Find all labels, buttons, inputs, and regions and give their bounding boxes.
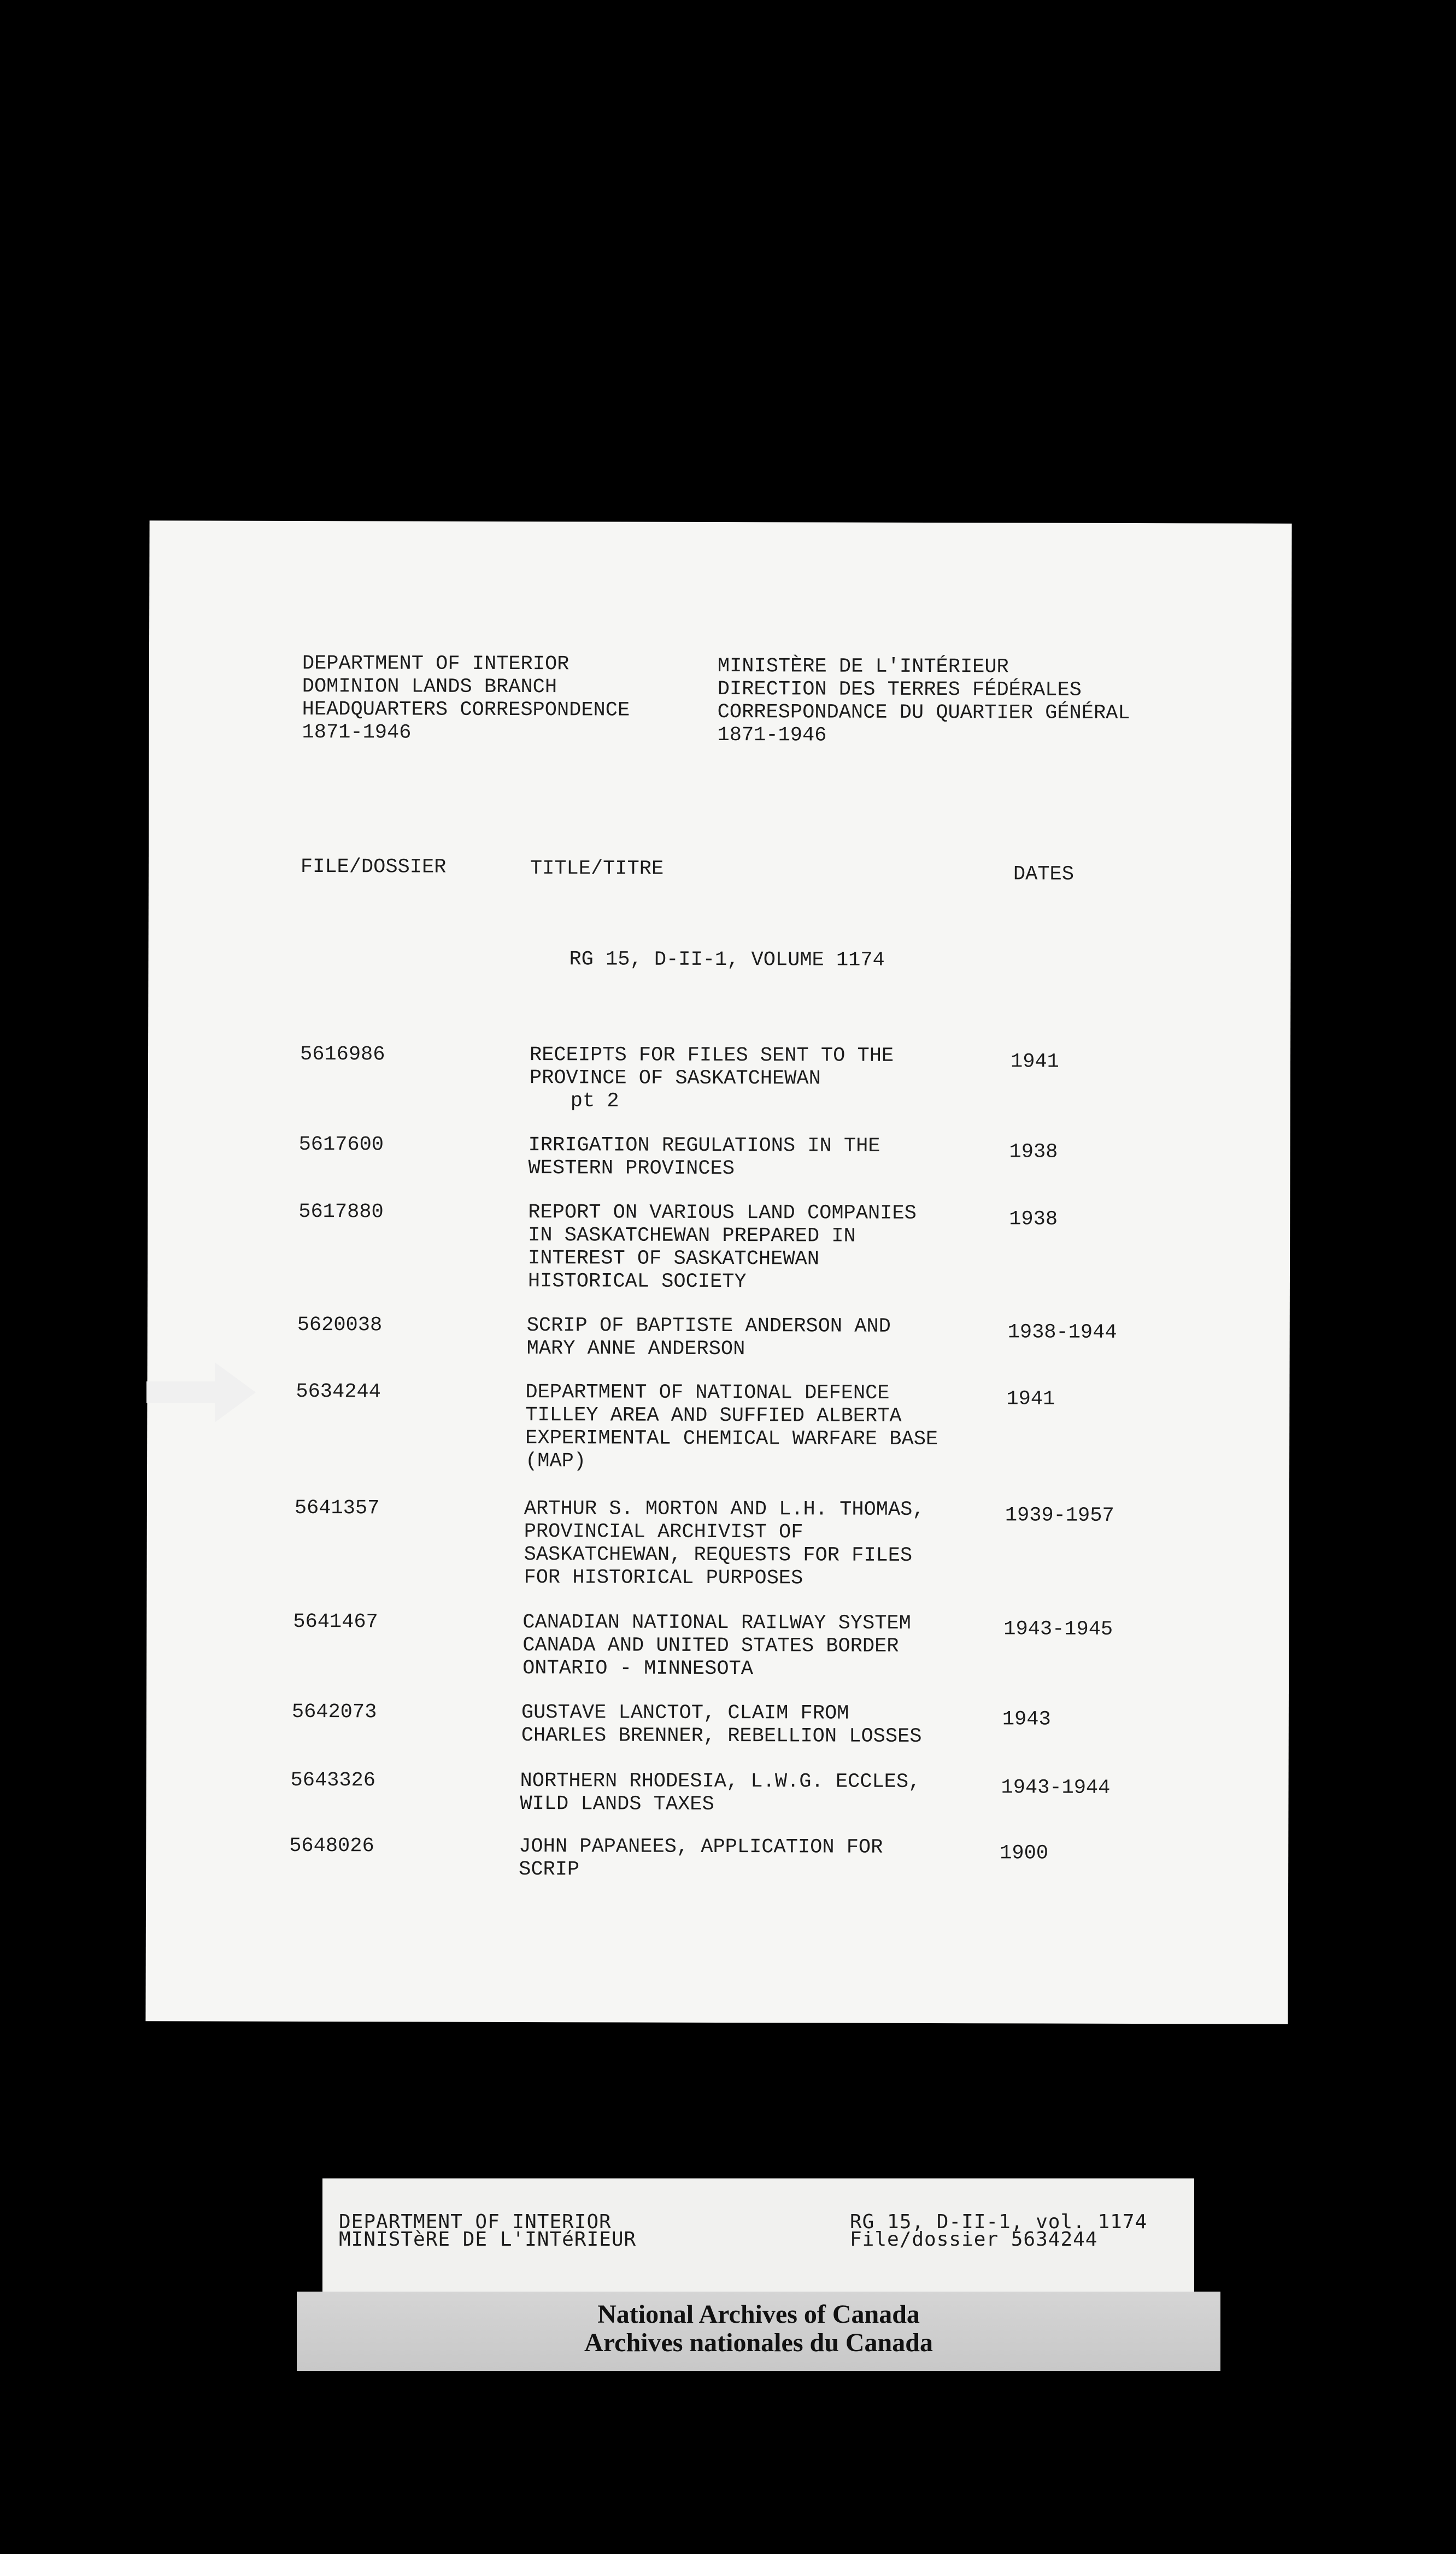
file-title: REPORT ON VARIOUS LAND COMPANIES IN SASKATCHEWAN PREPARED IN INTEREST OF SASKATCHEWAN HISTORICAL SOCIETY	[527, 1201, 917, 1294]
document-page	[145, 520, 1291, 2024]
arrow-pointer-icon	[146, 1362, 256, 1422]
file-title: JOHN PAPANEES, APPLICATION FOR SCRIP	[519, 1835, 883, 1882]
header-left-line: DOMINION LANDS BRANCH	[302, 675, 557, 699]
banner-line-english: National Archives of Canada	[597, 2300, 920, 2329]
reference-slip	[322, 2178, 1194, 2293]
slip-reference	[850, 2211, 1148, 2251]
archives-banner	[297, 2292, 1220, 2371]
file-number: 5641467	[293, 1610, 378, 1634]
column-header-title: TITLE/TITRE	[530, 857, 664, 881]
banner-line-french: Archives nationales du Canada	[584, 2328, 933, 2357]
file-dates: 1900	[1000, 1842, 1049, 1865]
file-title: DEPARTMENT OF NATIONAL DEFENCE TILLEY AREA AND SUFFIED ALBERTA EXPERIMENTAL CHEMICAL WARFARE BASE (MAP)	[525, 1381, 938, 1473]
header-right-line: 1871-1946	[717, 723, 827, 747]
column-header-file: FILE/DOSSIER	[300, 855, 447, 879]
file-dates: 1938-1944	[1007, 1321, 1117, 1344]
slip-line: MINISTèRE DE L'INTéRIEUR	[339, 2228, 637, 2251]
volume-reference: RG 15, D-II-1, VOLUME 1174	[569, 948, 885, 972]
header-left-line: 1871-1946	[302, 721, 412, 745]
file-dates: 1938	[1009, 1208, 1058, 1231]
file-title-part: pt 2	[570, 1089, 619, 1113]
file-number: 5634244	[296, 1380, 381, 1404]
file-number: 5617880	[298, 1200, 384, 1224]
file-dates: 1939-1957	[1005, 1504, 1114, 1527]
file-dates: 1941	[1006, 1387, 1055, 1411]
file-number: 5648026	[289, 1834, 374, 1858]
file-dates: 1943-1944	[1001, 1776, 1111, 1800]
file-number: 5620038	[297, 1313, 383, 1337]
file-title: NORTHERN RHODESIA, L.W.G. ECCLES, WILD LANDS TAXES	[520, 1770, 921, 1816]
header-left-line: HEADQUARTERS CORRESPONDENCE	[302, 698, 630, 722]
file-title: RECEIPTS FOR FILES SENT TO THE PROVINCE OF SASKATCHEWAN pt 2	[530, 1044, 1011, 1114]
column-header-dates: DATES	[1013, 863, 1074, 886]
file-number: 5643326	[290, 1768, 376, 1793]
file-title: ARTHUR S. MORTON AND L.H. THOMAS, PROVINCIAL ARCHIVIST OF SASKATCHEWAN, REQUESTS FOR FILES FOR HISTORICAL PURPOSES	[524, 1497, 925, 1590]
header-right-line: DIRECTION DES TERRES FÉDÉRALES	[717, 677, 1082, 702]
header-right	[718, 655, 1130, 748]
slip-line: File/dossier 5634244	[850, 2228, 1098, 2251]
header-right-line: MINISTÈRE DE L'INTÉRIEUR	[717, 654, 1009, 679]
slip-line: DEPARTMENT OF INTERIOR	[339, 2211, 612, 2233]
slip-department	[339, 2211, 637, 2251]
file-number: 5616986	[300, 1042, 385, 1067]
header-right-line: CORRESPONDANCE DU QUARTIER GÉNÉRAL	[717, 700, 1130, 725]
file-title: SCRIP OF BAPTISTE ANDERSON AND MARY ANNE ANDERSON	[526, 1314, 891, 1361]
file-title: IRRIGATION REGULATIONS IN THE WESTERN PROVINCES	[528, 1134, 880, 1181]
file-dates: 1943-1945	[1003, 1618, 1113, 1641]
file-dates: 1938	[1009, 1140, 1058, 1164]
file-title: CANADIAN NATIONAL RAILWAY SYSTEM CANADA AND UNITED STATES BORDER ONTARIO - MINNESOTA	[522, 1611, 911, 1681]
file-dates: 1941	[1010, 1050, 1059, 1074]
file-number: 5642073	[291, 1700, 377, 1724]
header-left	[302, 652, 630, 745]
file-dates: 1943	[1002, 1708, 1051, 1731]
file-title: GUSTAVE LANCTOT, CLAIM FROM CHARLES BRENNER, REBELLION LOSSES	[521, 1701, 922, 1748]
slip-line: RG 15, D-II-1, vol. 1174	[850, 2211, 1148, 2233]
file-number: 5641357	[294, 1496, 380, 1520]
file-number: 5617600	[298, 1133, 384, 1157]
header-left-line: DEPARTMENT OF INTERIOR	[302, 652, 570, 676]
